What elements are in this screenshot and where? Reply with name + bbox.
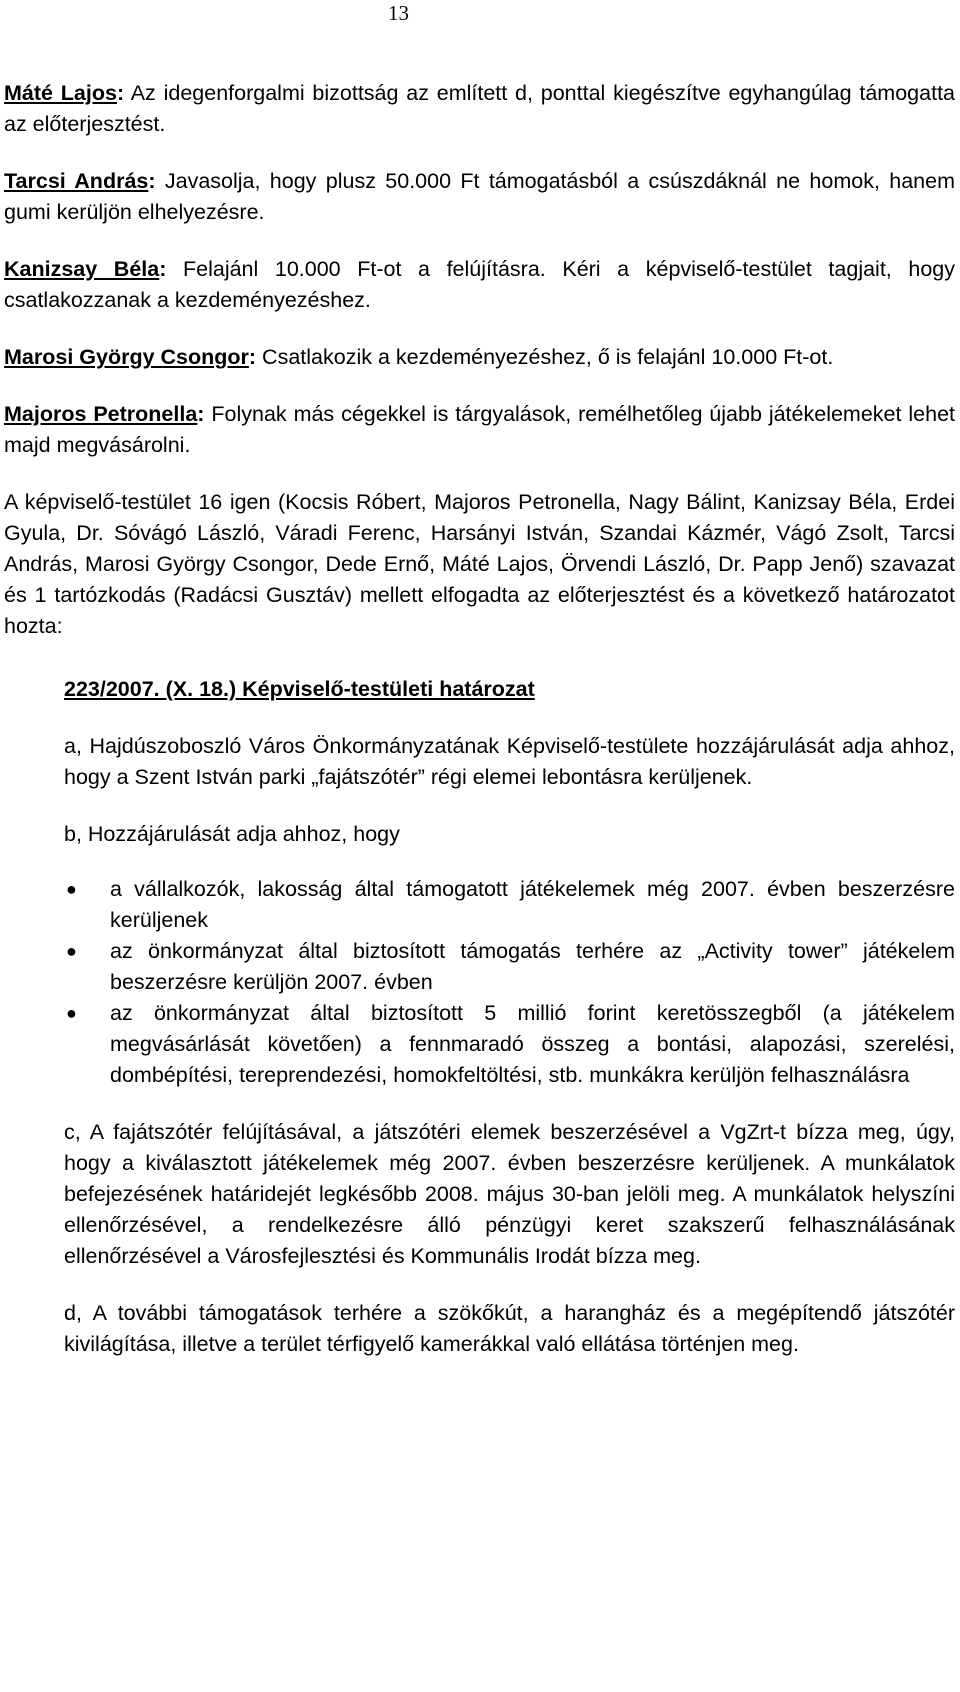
resolution-point-a: a, Hajdúszoboszló Város Önkormányzatának Képviselő-testülete hozzájárulását adja ahhoz, hogy a Szent István parki „fajátszótér” régi elemei lebontásra kerüljenek. (64, 734, 955, 789)
speech-text: Javasolja, hogy plusz 50.000 Ft támogatásból a csúszdáknál ne homok, hanem gumi kerüljön elhelyezésre. (4, 169, 955, 224)
list-item: ● az önkormányzat által biztosított támogatás terhére az „Activity tower” játékelem beszerzésre kerüljön 2007. évben (64, 936, 955, 998)
resolution-point-c: c, A fajátszótér felújításával, a játszótéri elemek beszerzésével a VgZrt-t bízza meg, úgy, hogy a kiválasztott játékelemek még 2007. évben beszerzésre kerüljenek. A munkálatok befejezésének határidejét legkésőbb 2008. május 30-ban jelöli meg. A munkálatok helyszíni ellenőrzésével, a rendelkezésre álló pénzügyi keret szakszerű felhasználásának ellenőrzésével a Városfejlesztési és Kommunális Irodát bízza meg. (64, 1120, 955, 1268)
speaker-name: Máté Lajos (4, 81, 117, 105)
resolution-point-d: d, A további támogatások terhére a szökőkút, a harangház és a megépítendő játszótér kivilágítása, illetve a terület térfigyelő kamerákkal való ellátása történjen meg. (64, 1301, 955, 1356)
speech-text: Folynak más cégekkel is tárgyalások, remélhetőleg újabb játékelemeket lehet majd megvásárolni. (4, 402, 956, 457)
list-item: ● a vállalkozók, lakosság által támogatott játékelemek még 2007. évben beszerzésre kerüljenek (64, 874, 955, 936)
speech-majoros-petronella: Majoros Petronella: Folynak más cégekkel is tárgyalások, remélhetőleg újabb játékelemeket lehet majd megvásárolni. (4, 402, 956, 457)
list-item: ● az önkormányzat által biztosított 5 millió forint keretösszegből (a játékelem megvásárlását követően) a fennmaradó összeg a bontási, alapozási, szerelési, dombépítési, tereprendezési, homokfeltöltési, stb. munkákra kerüljön felhasználásra (64, 998, 955, 1091)
bullet-icon: ● (66, 941, 77, 961)
speech-text: Csatlakozik a kezdeményezéshez, ő is felajánl 10.000 Ft-ot. (256, 345, 834, 369)
speaker-name: Tarcsi András (4, 169, 149, 193)
resolution-point-b-intro: b, Hozzájárulását adja ahhoz, hogy (64, 822, 400, 846)
speech-mate-lajos: Máté Lajos: Az idegenforgalmi bizottság az említett d, ponttal kiegészítve egyhangúlag támogatta az előterjesztést. (4, 81, 955, 136)
speaker-name: Kanizsay Béla (4, 257, 160, 281)
speech-text: Az idegenforgalmi bizottság az említett d, ponttal kiegészítve egyhangúlag támogatta az előterjesztést. (4, 81, 955, 136)
speaker-name: Majoros Petronella (4, 402, 198, 426)
speaker-name: Marosi György Csongor (4, 345, 249, 369)
resolution-title: 223/2007. (X. 18.) Képviselő-testületi határozat (64, 677, 535, 701)
vote-paragraph: A képviselő-testület 16 igen (Kocsis Róbert, Majoros Petronella, Nagy Bálint, Kanizsay Béla, Erdei Gyula, Dr. Sóvágó László, Váradi Ferenc, Harsányi István, Szandai Kázmér, Vágó Zsolt, Tarcsi András, Marosi György Csongor, Dede Ernő, Máté Lajos, Örvendi László, Dr. Papp Jenő) szavazat és 1 tartózkodás (Radácsi Gusztáv) mellett elfogadta az előterjesztést és a következő határozatot hozta: (4, 490, 955, 638)
page-number: 13 (388, 1, 409, 25)
speech-text: Felajánl 10.000 Ft-ot a felújításra. Kéri a képviselő-testület tagjait, hogy csatlakozzanak a kezdeményezéshez. (4, 257, 955, 312)
resolution-bullet-list (64, 874, 955, 1091)
bullet-icon: ● (66, 879, 77, 899)
document-body (4, 78, 955, 1360)
bullet-icon: ● (66, 1003, 77, 1023)
speech-tarcsi-andras: Tarcsi András: Javasolja, hogy plusz 50.000 Ft támogatásból a csúszdáknál ne homok, hanem gumi kerüljön elhelyezésre. (4, 169, 955, 224)
speech-kanizsay-bela: Kanizsay Béla: Felajánl 10.000 Ft-ot a felújításra. Kéri a képviselő-testület tagjait, hogy csatlakozzanak a kezdeményezéshez. (4, 257, 955, 312)
speech-marosi-gyorgy-csongor: Marosi György Csongor: Csatlakozik a kezdeményezéshez, ő is felajánl 10.000 Ft-ot. (4, 345, 834, 369)
